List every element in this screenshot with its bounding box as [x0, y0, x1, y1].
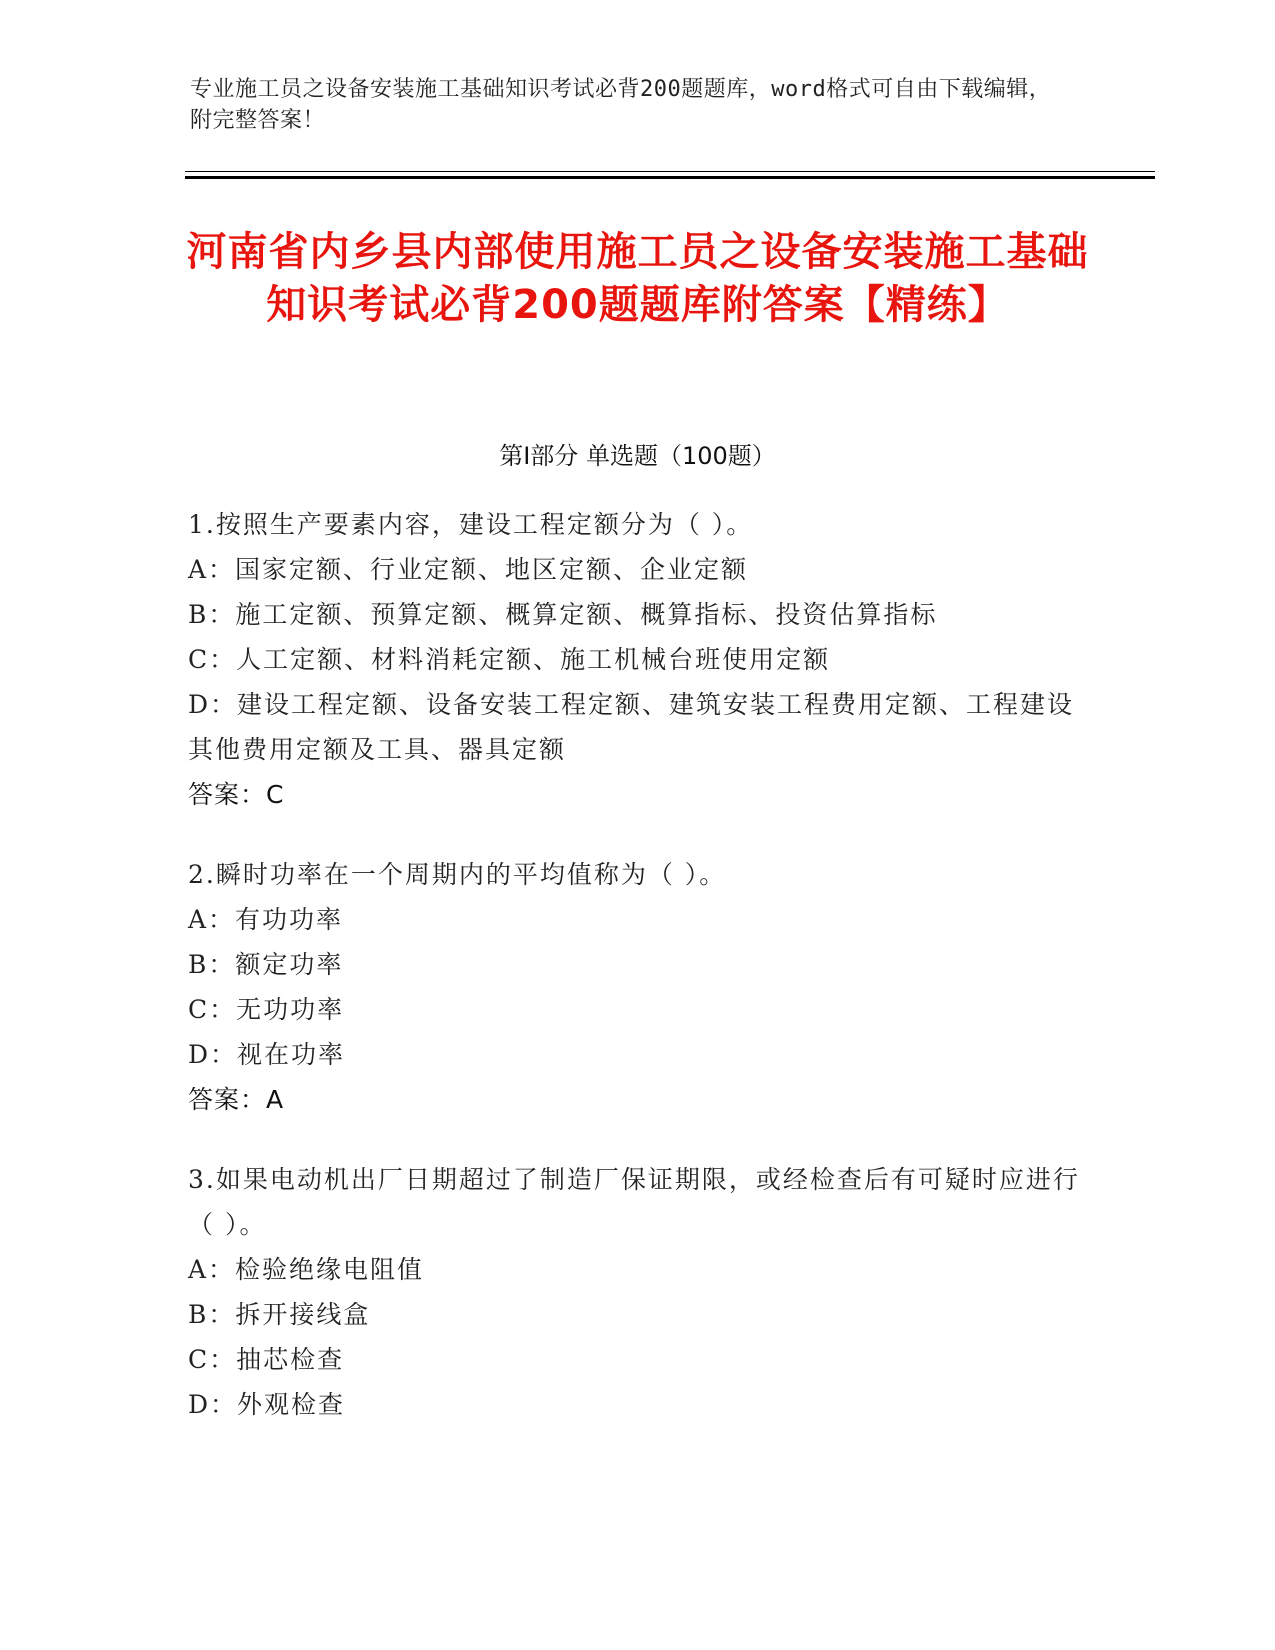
question-2	[188, 852, 1088, 1122]
option-d: D：建设工程定额、设备安装工程定额、建筑安装工程费用定额、工程建设其他费用定额及工具、器具定额	[188, 690, 1075, 764]
header-divider-thick	[185, 176, 1155, 179]
question-stem: 3.如果电动机出厂日期超过了制造厂保证期限，或经检查后有可疑时应进行（ ）。	[188, 1165, 1080, 1239]
option-d: D：外观检查	[188, 1390, 346, 1419]
option-b: B：额定功率	[188, 950, 344, 979]
option-a: A：有功功率	[188, 905, 344, 934]
option-a: A：检验绝缘电阻值	[188, 1255, 425, 1284]
option-b: B：拆开接线盒	[188, 1300, 371, 1329]
option-a: A：国家定额、行业定额、地区定额、企业定额	[188, 555, 749, 584]
option-b: B：施工定额、预算定额、概算定额、概算指标、投资估算指标	[188, 600, 938, 629]
answer-text: 答案：C	[188, 780, 285, 809]
section-heading: 第Ⅰ部分 单选题（100题）	[499, 442, 776, 470]
question-1	[188, 502, 1088, 817]
question-stem: 1.按照生产要素内容，建设工程定额分为（ ）。	[188, 510, 754, 539]
option-c: C：无功功率	[188, 995, 345, 1024]
header-note: 专业施工员之设备安装施工基础知识考试必背200题题库，word格式可自由下载编辑，附完整答案！	[190, 77, 1052, 133]
question-3	[188, 1157, 1088, 1427]
question-stem: 2.瞬时功率在一个周期内的平均值称为（ ）。	[188, 860, 727, 889]
answer-text: 答案：A	[188, 1085, 285, 1114]
option-c: C：抽芯检查	[188, 1345, 345, 1374]
document-title: 河南省内乡县内部使用施工员之设备安装施工基础知识考试必背200题题库附答案【精练】	[186, 229, 1089, 328]
option-d: D：视在功率	[188, 1040, 346, 1069]
header-divider-thin	[185, 171, 1155, 172]
option-c: C：人工定额、材料消耗定额、施工机械台班使用定额	[188, 645, 831, 674]
